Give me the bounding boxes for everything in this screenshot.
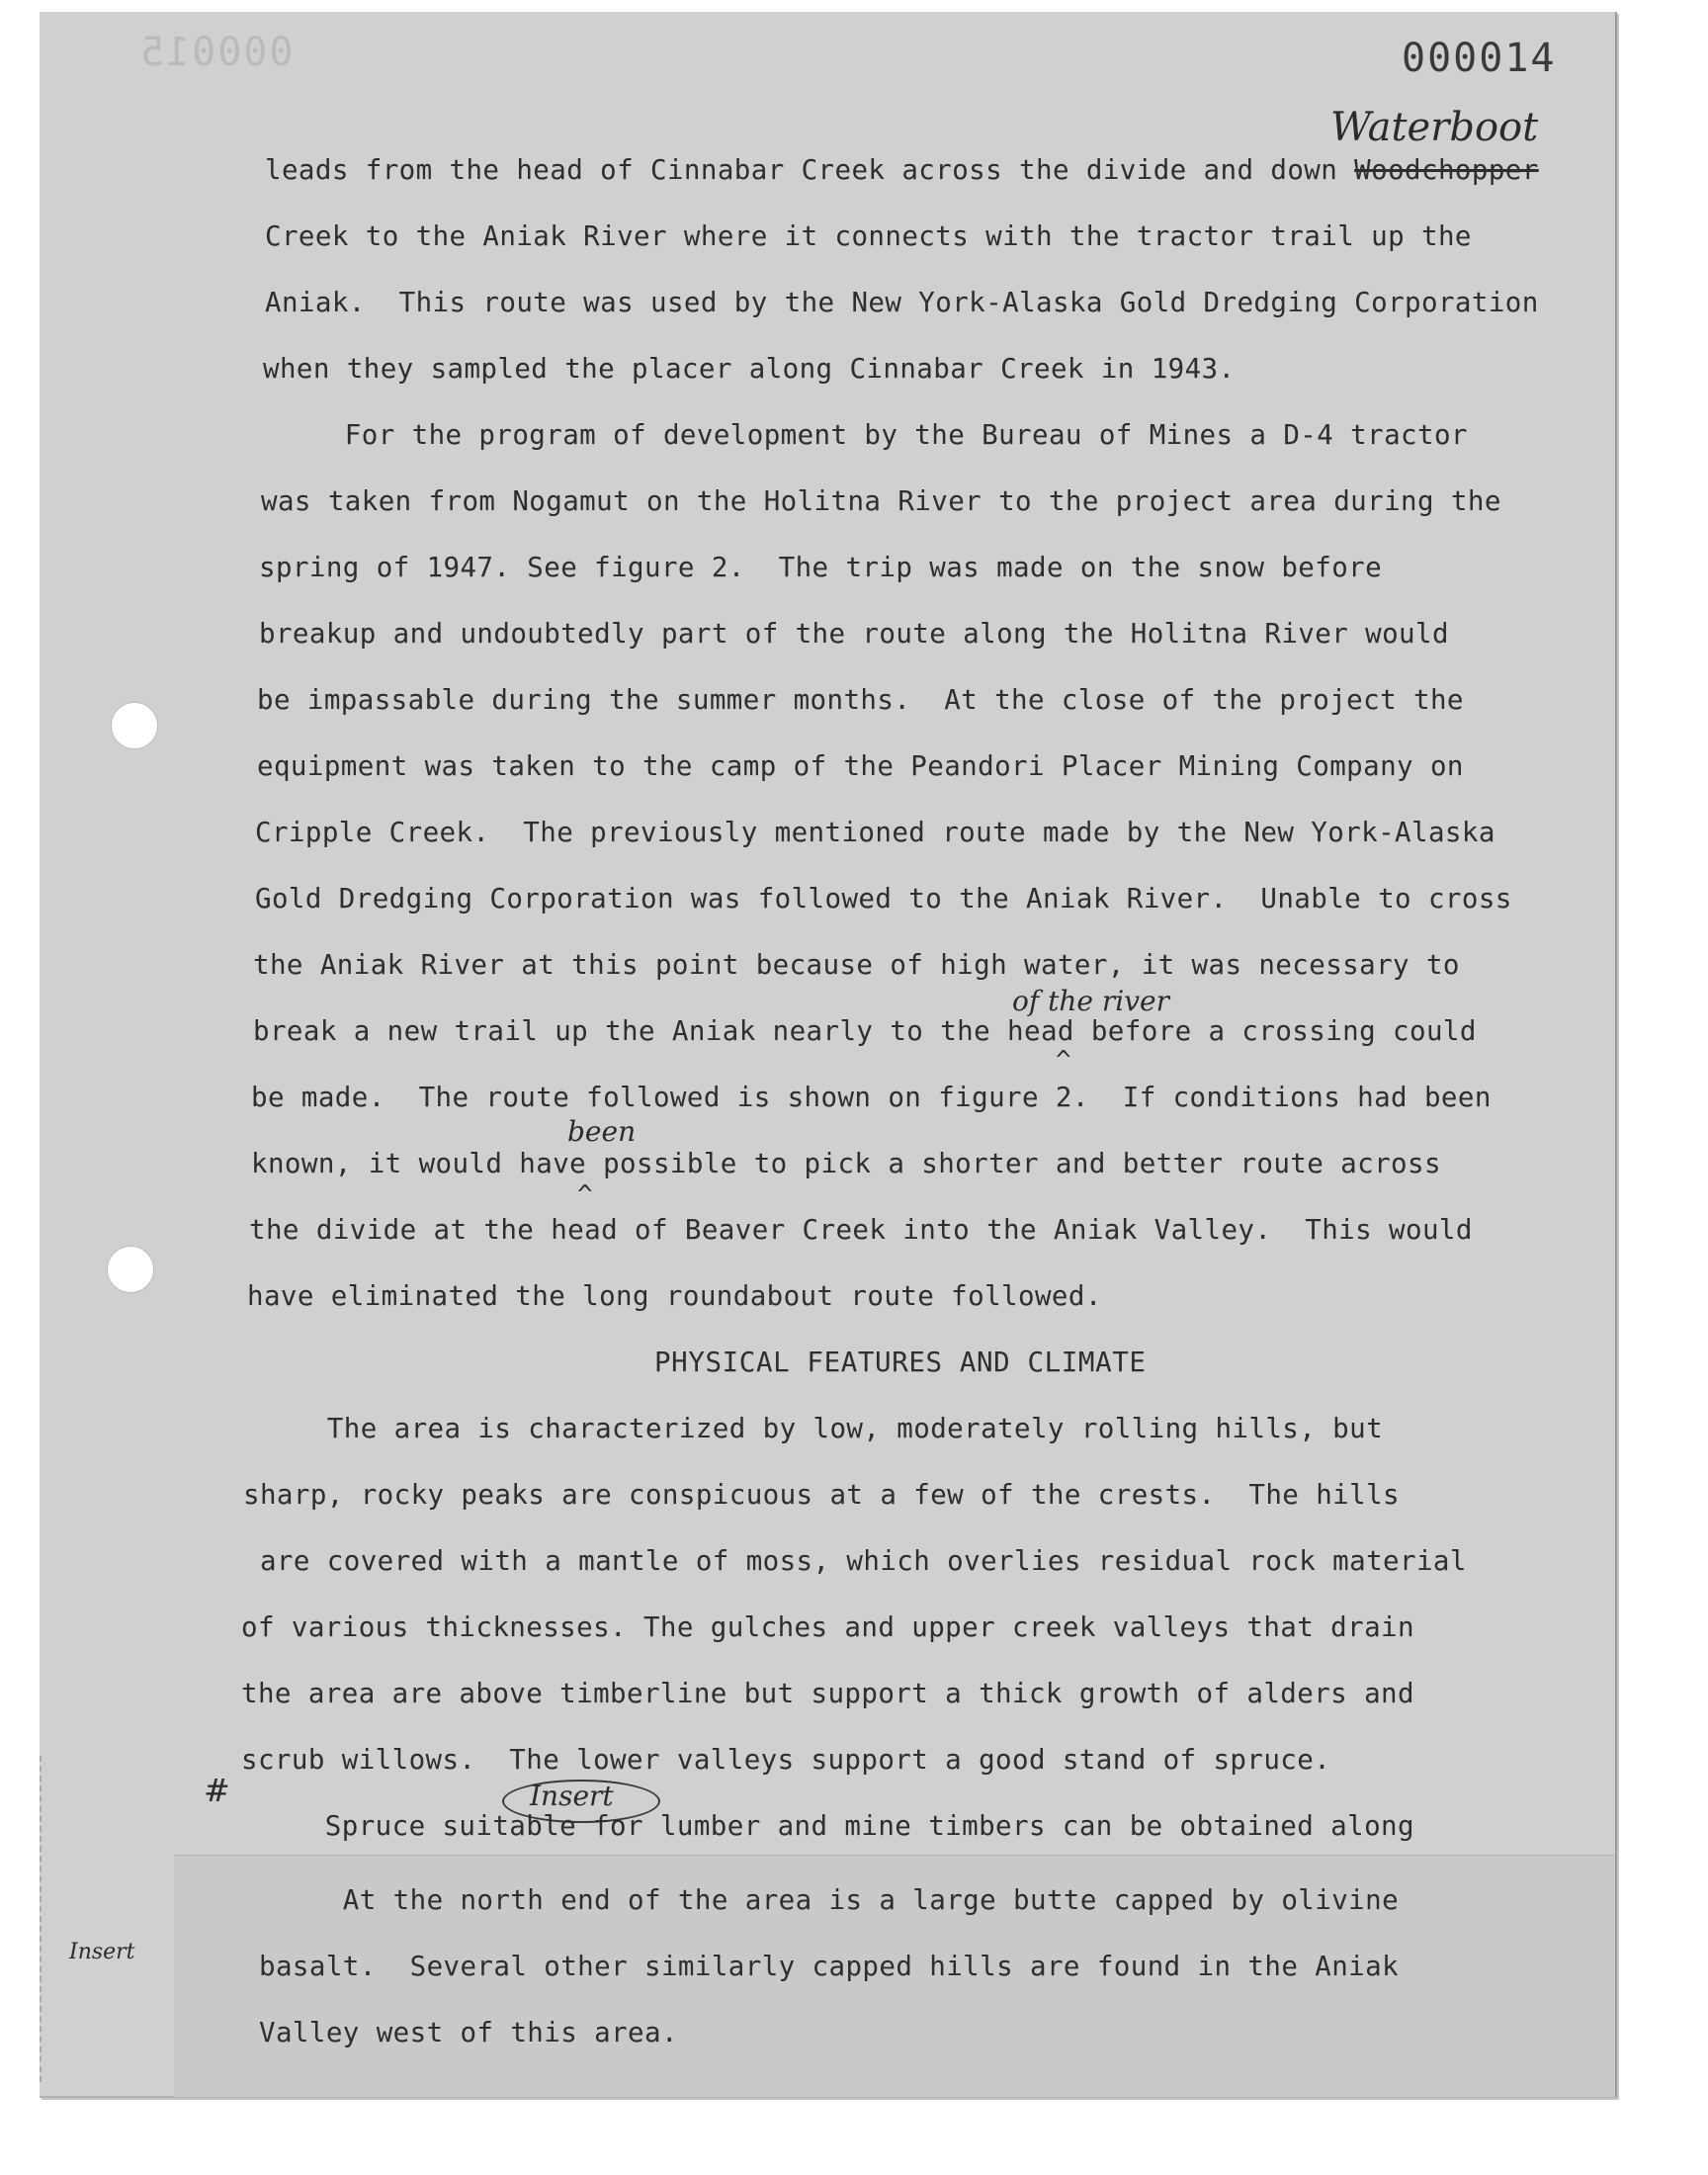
insert-line-2: basalt. Several other similarly capped hills are found in the Aniak [259, 1951, 1400, 1982]
body-line-15: be made. The route followed is shown on figure 2. If conditions had been [251, 1082, 1492, 1113]
section-line-6: scrub willows. The lower valleys support a good stand of spruce. [241, 1744, 1331, 1776]
insert-line-1: At the north end of the area is a large butte capped by olivine [259, 1884, 1400, 1916]
punch-hole [111, 702, 158, 749]
bleed-through-page-number: 000015 [138, 30, 294, 75]
body-line-5: For the program of development by the Bureau of Mines a D-4 tractor [261, 419, 1468, 451]
body-line-12: Gold Dredging Corporation was followed to the Aniak River. Unable to cross [255, 883, 1512, 914]
struck-word: Woodchopper [1354, 154, 1539, 186]
margin-tape-edge [40, 1756, 71, 2082]
section-line-1: The area is characterized by low, moderately rolling hills, but [243, 1413, 1384, 1444]
punch-hole [107, 1246, 154, 1293]
body-line-4: when they sampled the placer along Cinnabar Creek in 1943. [263, 353, 1236, 385]
section-line-7: Spruce suitable for lumber and mine timbers can be obtained along [241, 1810, 1414, 1842]
handwritten-insert-oval-label: Insert [530, 1780, 614, 1812]
document-page [40, 12, 1617, 2098]
section-line-5: the area are above timberline but support a thick growth of alders and [241, 1678, 1414, 1709]
body-line-7: spring of 1947. See figure 2. The trip was made on the snow before [259, 552, 1383, 583]
page-number: 000014 [1402, 36, 1557, 81]
body-line-9: be impassable during the summer months. At the close of the project the [257, 684, 1464, 716]
body-line-18: have eliminated the long roundabout route followed. [247, 1280, 1102, 1312]
body-line-8: breakup and undoubtedly part of the route along the Holitna River would [259, 618, 1449, 650]
section-line-4: of various thicknesses. The gulches and upper creek valleys that drain [241, 1611, 1414, 1643]
body-line-1: leads from the head of Cinnabar Creek across the divide and down Woodchopper [265, 154, 1539, 186]
body-line-3: Aniak. This route was used by the New York-Alaska Gold Dredging Corporation [265, 287, 1539, 318]
body-line-10: equipment was taken to the camp of the Peandori Placer Mining Company on [257, 750, 1464, 782]
body-line-16: known, it would have possible to pick a shorter and better route across [251, 1148, 1441, 1179]
body-line-2: Creek to the Aniak River where it connects with the tractor trail up the [265, 220, 1472, 252]
handwritten-of-the-river: of the river [1012, 985, 1169, 1017]
section-line-2: sharp, rocky peaks are conspicuous at a few of the crests. The hills [243, 1479, 1400, 1511]
insert-line-3: Valley west of this area. [259, 2017, 678, 2048]
body-line-14: break a new trail up the Aniak nearly to the head before a crossing could [253, 1015, 1477, 1047]
handwritten-asterisk: # [204, 1772, 230, 1809]
insertion-caret: ^ [1056, 1046, 1071, 1076]
insertion-caret: ^ [577, 1180, 593, 1210]
handwritten-waterboot: Waterboot [1330, 105, 1539, 150]
handwritten-insert-margin: Insert [69, 1940, 135, 1964]
body-line-11: Cripple Creek. The previously mentioned route made by the New York-Alaska [255, 817, 1495, 848]
handwritten-been: been [567, 1115, 637, 1148]
body-line-6: was taken from Nogamut on the Holitna River to the project area during the [261, 485, 1501, 517]
section-line-3: are covered with a mantle of moss, which overlies residual rock material [243, 1545, 1467, 1577]
section-heading: PHYSICAL FEATURES AND CLIMATE [654, 1347, 1147, 1378]
body-line-13: the Aniak River at this point because of high water, it was necessary to [253, 949, 1460, 981]
body-line-17: the divide at the head of Beaver Creek into the Aniak Valley. This would [249, 1214, 1473, 1246]
